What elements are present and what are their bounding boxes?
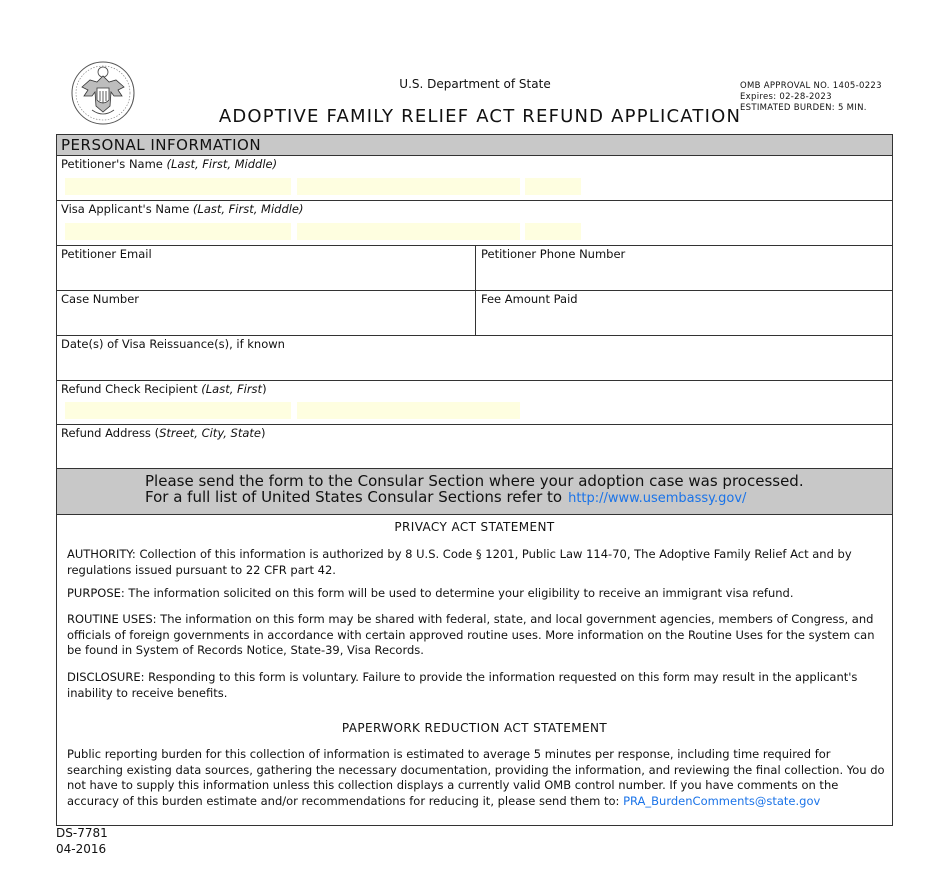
case-number-field[interactable] (57, 305, 475, 335)
petitioner-phone-field[interactable] (476, 260, 892, 290)
personal-information-header (57, 135, 892, 156)
form-number: DS-7781 (56, 826, 108, 840)
refund-address-label: Refund Address (Street, City, State) (61, 426, 266, 440)
case-number-label: Case Number (61, 292, 139, 306)
paperwork-paragraph: Public reporting burden for this collection of information is estimated to average 5 minutes per response, including time required for searching existing data sources, gathering the necessary documentation, providing the information, and reviewing the final collection. You do not have to supply this information unless this collection displays a currently valid OMB control number. If you have comments on the accuracy of this burden estimate and/or recommendations for reducing it, please send them to: PRA_BurdenComments@state.gov (67, 747, 885, 808)
omb-approval-block (740, 81, 882, 114)
refund-recipient-row (57, 381, 892, 425)
refund-address-field[interactable] (57, 439, 892, 468)
visa-reissuance-row (57, 336, 892, 381)
form-title: ADOPTIVE FAMILY RELIEF ACT REFUND APPLICATION (218, 106, 742, 127)
petitioner-middle-name-field[interactable] (525, 178, 581, 195)
petitioner-email-field[interactable] (57, 260, 475, 290)
omb-approval-number: OMB APPROVAL NO. 1405-0223 (740, 81, 882, 91)
omb-burden: ESTIMATED BURDEN: 5 MIN. (740, 103, 867, 113)
authority-paragraph: AUTHORITY: Collection of this information is authorized by 8 U.S. Code § 1201, Public Law 114-70, The Adoptive Family Relief Act and by regulations issued pursuant to 22 CFR part 42. (67, 547, 852, 577)
recipient-last-name-field[interactable] (65, 402, 291, 419)
application-form (56, 134, 893, 826)
usembassy-link[interactable]: http://www.usembassy.gov/ (568, 491, 747, 506)
visa-applicant-name-label: Visa Applicant's Name (Last, First, Middle) (61, 202, 304, 216)
petitioner-name-row (57, 156, 892, 201)
applicant-first-name-field[interactable] (297, 223, 520, 240)
submission-notice (57, 469, 892, 515)
applicant-middle-name-field[interactable] (525, 223, 581, 240)
fee-amount-field[interactable] (476, 305, 892, 335)
purpose-paragraph: PURPOSE: The information solicited on this form will be used to determine your eligibility to receive an immigrant visa refund. (67, 586, 794, 600)
department-name: U.S. Department of State (399, 77, 551, 91)
petitioner-first-name-field[interactable] (297, 178, 520, 195)
contact-row (57, 246, 892, 291)
fee-amount-label: Fee Amount Paid (481, 292, 578, 306)
applicant-last-name-field[interactable] (65, 223, 291, 240)
refund-address-row (57, 425, 892, 469)
burden-comments-email-link[interactable]: PRA_BurdenComments@state.gov (623, 793, 821, 808)
paperwork-reduction-heading: PAPERWORK REDUCTION ACT STATEMENT (341, 721, 608, 735)
case-fee-row (57, 291, 892, 336)
notice-line-2: For a full list of United States Consular Sections refer to http://www.usembassy.gov/ (145, 488, 747, 506)
department-of-state-seal (70, 60, 136, 126)
refund-recipient-label: Refund Check Recipient (Last, First) (61, 382, 267, 396)
petitioner-name-label: Petitioner's Name (Last, First, Middle) (61, 157, 278, 171)
form-footer (56, 826, 108, 857)
disclosure-paragraph: DISCLOSURE: Responding to this form is voluntary. Failure to provide the information requested on this form may result in the applicant's inability to receive benefits. (67, 670, 858, 700)
notice-line-1: Please send the form to the Consular Section where your adoption case was processed. (145, 472, 804, 490)
routine-uses-paragraph: ROUTINE USES: The information on this form may be shared with federal, state, and local government agencies, members of Congress, and officials of foreign governments in accordance with certain approved routine uses. More information on the Routine Uses for the system can be found in System of Records Notice, State-39, Visa Records. (67, 612, 875, 657)
visa-reissuance-label: Date(s) of Visa Reissuance(s), if known (61, 337, 285, 351)
privacy-act-heading: PRIVACY ACT STATEMENT (394, 520, 555, 534)
petitioner-phone-label: Petitioner Phone Number (481, 247, 626, 261)
petitioner-last-name-field[interactable] (65, 178, 291, 195)
recipient-first-name-field[interactable] (297, 402, 520, 419)
visa-reissuance-field[interactable] (57, 350, 892, 380)
form-revision-date: 04-2016 (56, 841, 107, 856)
omb-expiration: Expires: 02-28-2023 (740, 92, 832, 102)
petitioner-email-label: Petitioner Email (61, 247, 152, 261)
section-title: PERSONAL INFORMATION (61, 136, 262, 154)
visa-applicant-name-row (57, 201, 892, 246)
